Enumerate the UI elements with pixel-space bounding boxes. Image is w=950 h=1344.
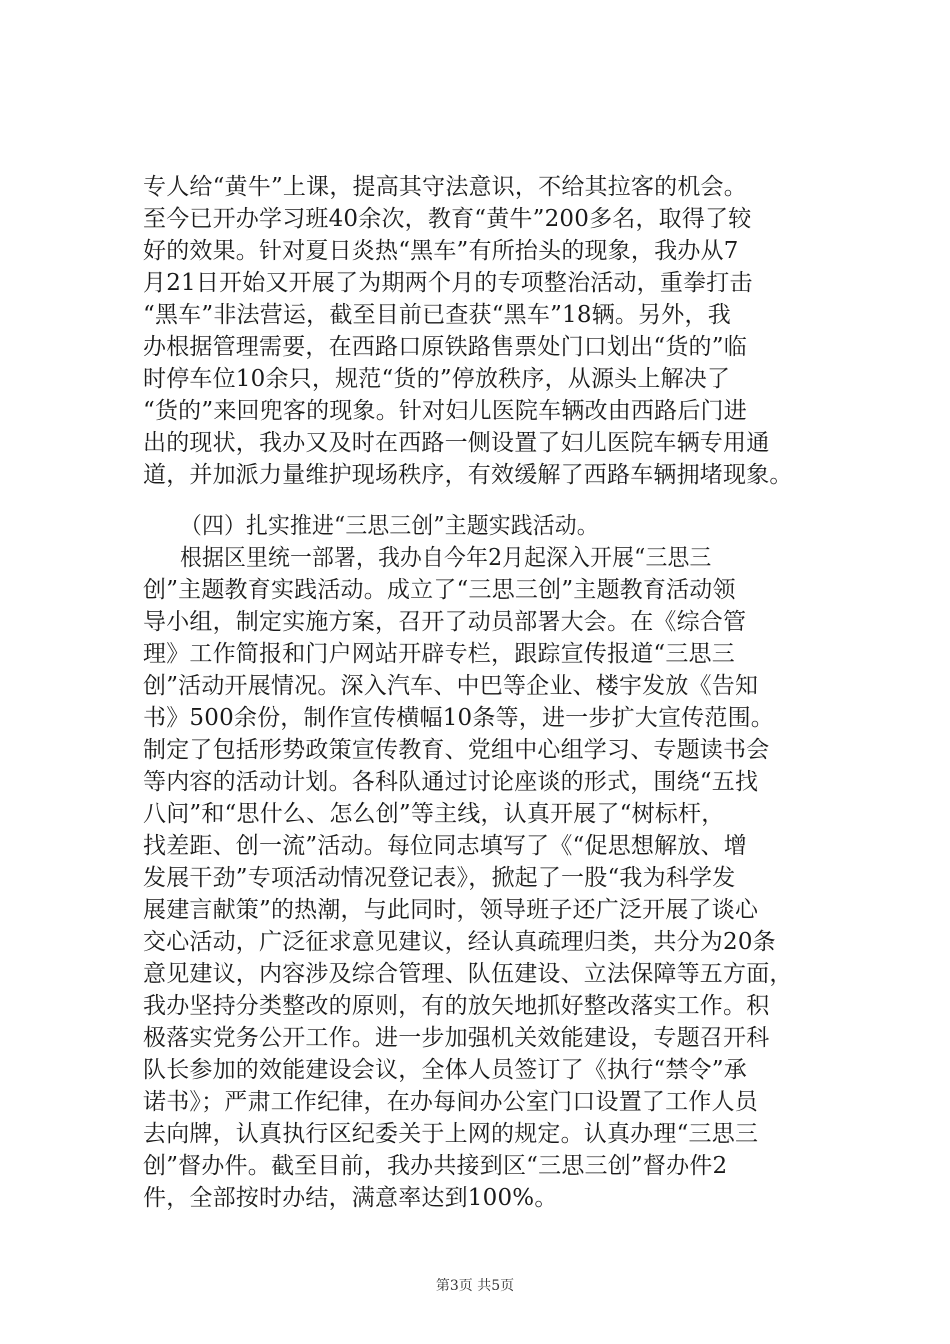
- section-heading: （四）扎实推进“三思三创”主题实践活动。: [180, 513, 599, 539]
- paragraph-line: 我办坚持分类整改的原则，有的放矢地抓好整改落实工作。积: [143, 993, 770, 1019]
- paragraph-line: 找差距、创一流”活动。每位同志填写了《“促思想解放、增: [143, 833, 747, 859]
- page-number-footer: 第3页 共5页: [435, 1278, 515, 1294]
- paragraph-line: 创”督办件。截至目前，我办共接到区“三思三创”督办件2: [143, 1153, 728, 1179]
- paragraph-line: 至今已开办学习班40余次，教育“黄牛”200多名，取得了较: [143, 206, 752, 232]
- paragraph-line: 创”活动开展情况。深入汽车、中巴等企业、楼宇发放《告知: [143, 673, 759, 699]
- paragraph-line: 制定了包括形势政策宣传教育、党组中心组学习、专题读书会: [143, 737, 770, 763]
- paragraph-line: “货的”来回兜客的现象。针对妇儿医院车辆改由西路后门进: [143, 398, 747, 424]
- paragraph-line: 极落实党务公开工作。进一步加强机关效能建设，专题召开科: [143, 1025, 770, 1051]
- paragraph-line: 创”主题教育实践活动。成立了“三思三创”主题教育活动领: [143, 577, 736, 603]
- paragraph-line: 交心活动，广泛征求意见建议，经认真疏理归类，共分为20条: [143, 929, 776, 955]
- paragraph-line: 等内容的活动计划。各科队通过讨论座谈的形式，围绕“五找: [143, 769, 759, 795]
- paragraph-line: 根据区里统一部署，我办自今年2月起深入开展“三思三: [180, 545, 712, 571]
- paragraph-line: 书》500余份，制作宣传横幅10条等，进一步扩大宣传范围。: [143, 705, 774, 731]
- paragraph-line: “黑车”非法营运，截至目前已查获“黑车”18辆。另外，我: [143, 302, 731, 328]
- paragraph-line: 件，全部按时办结，满意率达到100%。: [143, 1185, 558, 1211]
- paragraph-line: 办根据管理需要，在西路口原铁路售票处门口划出“货的”临: [143, 334, 747, 360]
- paragraph-line: 发展干劲”专项活动情况登记表》，掀起了一股“我为科学发: [143, 865, 736, 891]
- paragraph-line: 月21日开始又开展了为期两个月的专项整治活动，重拳打击: [143, 270, 753, 296]
- paragraph-line: 道，并加派力量维护现场秩序，有效缓解了西路车辆拥堵现象。: [143, 462, 793, 488]
- paragraph-line: 好的效果。针对夏日炎热“黑车”有所抬头的现象，我办从7: [143, 238, 739, 264]
- paragraph-line: 意见建议，内容涉及综合管理、队伍建设、立法保障等五方面，: [143, 961, 793, 987]
- paragraph-line: 八问”和“思什么、怎么创”等主线，认真开展了“树标杆，: [143, 801, 725, 827]
- paragraph-line: 去向牌，认真执行区纪委关于上网的规定。认真办理“三思三: [143, 1121, 759, 1147]
- paragraph-line: 理》工作简报和门户网站开辟专栏，跟踪宣传报道“三思三: [143, 641, 735, 667]
- paragraph-line: 专人给“黄牛”上课，提高其守法意识，不给其拉客的机会。: [143, 174, 747, 200]
- paragraph-line: 队长参加的效能建设会议，全体人员签订了《执行“禁令”承: [143, 1057, 747, 1083]
- paragraph-line: 出的现状，我办又及时在西路一侧设置了妇儿医院车辆专用通: [143, 430, 770, 456]
- paragraph-line: 时停车位10余只，规范“货的”停放秩序，从源头上解决了: [143, 366, 731, 392]
- paragraph-line: 导小组，制定实施方案，召开了动员部署大会。在《综合管: [143, 609, 747, 635]
- paragraph-line: 诺书》；严肃工作纪律，在办每间办公室门口设置了工作人员: [143, 1089, 758, 1115]
- paragraph-line: 展建言献策”的热潮，与此同时，领导班子还广泛开展了谈心: [143, 897, 759, 923]
